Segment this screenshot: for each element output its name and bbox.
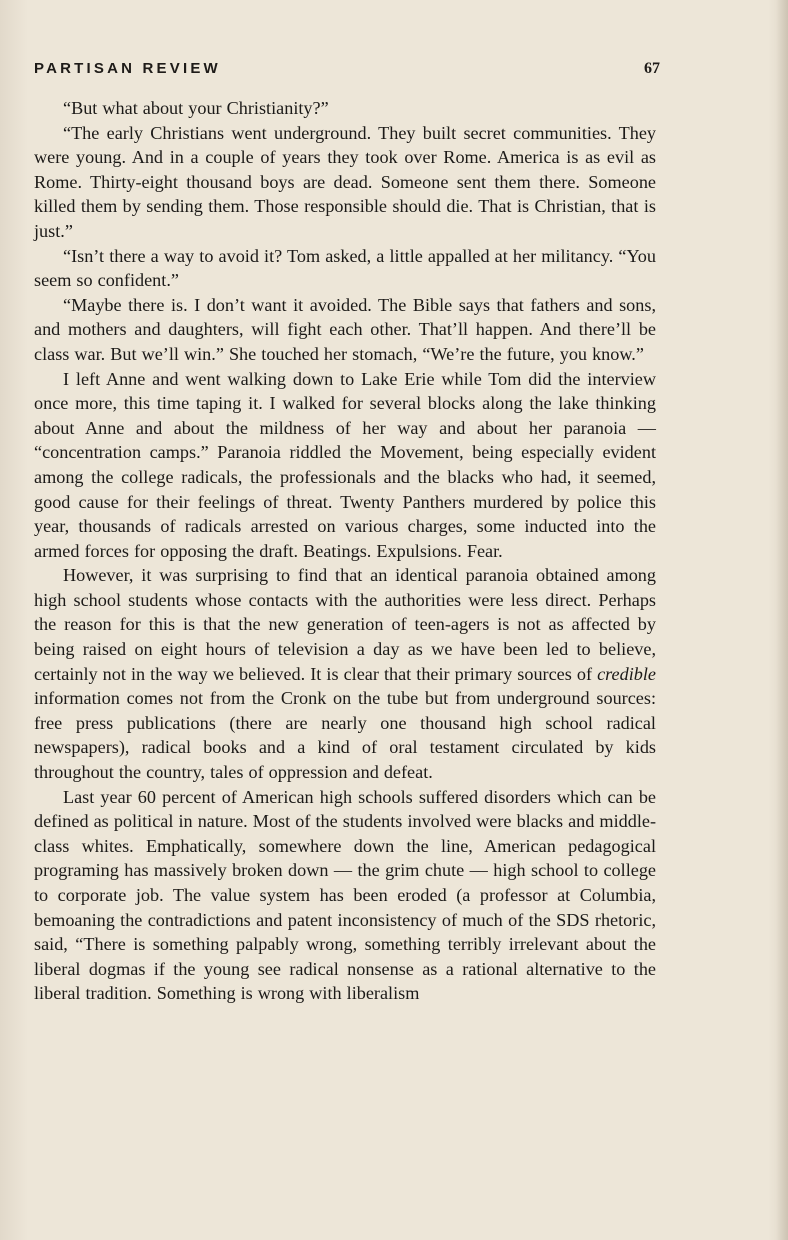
paragraph-high-school-paranoia [34, 563, 656, 784]
emphasis-credible: credible [597, 663, 656, 684]
paragraph-text-after-emphasis: information comes not from the Cronk on the tube but from underground sources: free press publications (there are nearly one thousand high school radical newspapers), radical books and a kind of oral testament circulated by kids throughout the country, tales of oppression and defeat. [34, 688, 656, 783]
paragraph-last-year: Last year 60 percent of American high schools suffered disorders which can be defined as political in nature. Most of the students involved were blacks and middle-class whites. Emphatically, somewhere down the line, American pedagogical programing has massively broken down — the grim chute — high school to college to corporate job. The value system has been eroded (a professor at Columbia, bemoaning the contradictions and patent inconsistency of much of the SDS rhetoric, said, “There is something palpably wrong, something terribly irrelevant about the liberal dogmas if the young see radical nonsense as a rational alternative to the liberal tradition. Something is wrong with liberalism [34, 786, 656, 1004]
page-edge-shadow [776, 0, 788, 1240]
paragraph-maybe-there-is: “Maybe there is. I don’t want it avoided. The Bible says that fathers and sons, and mothers and daughters, will fight each other. That’ll happen. And there’ll be class war. But we’ll win.” She touched her stomach, “We’re the future, you know.” [34, 294, 656, 364]
running-head [34, 60, 660, 84]
paragraph-avoid-it: “Isn’t there a way to avoid it? Tom asked, a little appalled at her militancy. “You seem so confident.” [34, 245, 656, 291]
paragraph-christianity-question: “But what about your Christianity?” [63, 98, 329, 118]
journal-name: PARTISAN REVIEW [34, 60, 221, 77]
body-text [34, 96, 656, 1006]
paragraph-text-before-emphasis: However, it was surprising to find that an identical paranoia obtained among high school students whose contacts with the authorities were less direct. Perhaps the reason for this is that the new generation of teen-agers is not as affected by being raised on eight hours of television a day as we have been led to believe, certainly not in the way we believed. It is clear that their primary sources of [34, 565, 656, 684]
paragraph-lake-erie: I left Anne and went walking down to Lake Erie while Tom did the interview once more, this time taping it. I walked for several blocks along the lake thinking about Anne and about the mildness of her way and about her paranoia — “concentration camps.” Paranoia riddled the Movement, being especially evident among the college radicals, the professionals and the blacks who had, it seemed, good cause for their feelings of threat. Twenty Panthers murdered by police this year, thousands of radicals arrested on various charges, some inducted into the armed forces for opposing the draft. Beatings. Expulsions. Fear. [34, 368, 656, 561]
paragraph-early-christians: “The early Christians went underground. They built secret communities. They were young. And in a couple of years they took over Rome. America is as evil as Rome. Thirty-eight thousand boys are dead. Someone sent them there. Someone killed them by sending them. Those responsible should die. That is Christian, that is just.” [34, 122, 656, 241]
page-number: 67 [644, 60, 660, 77]
